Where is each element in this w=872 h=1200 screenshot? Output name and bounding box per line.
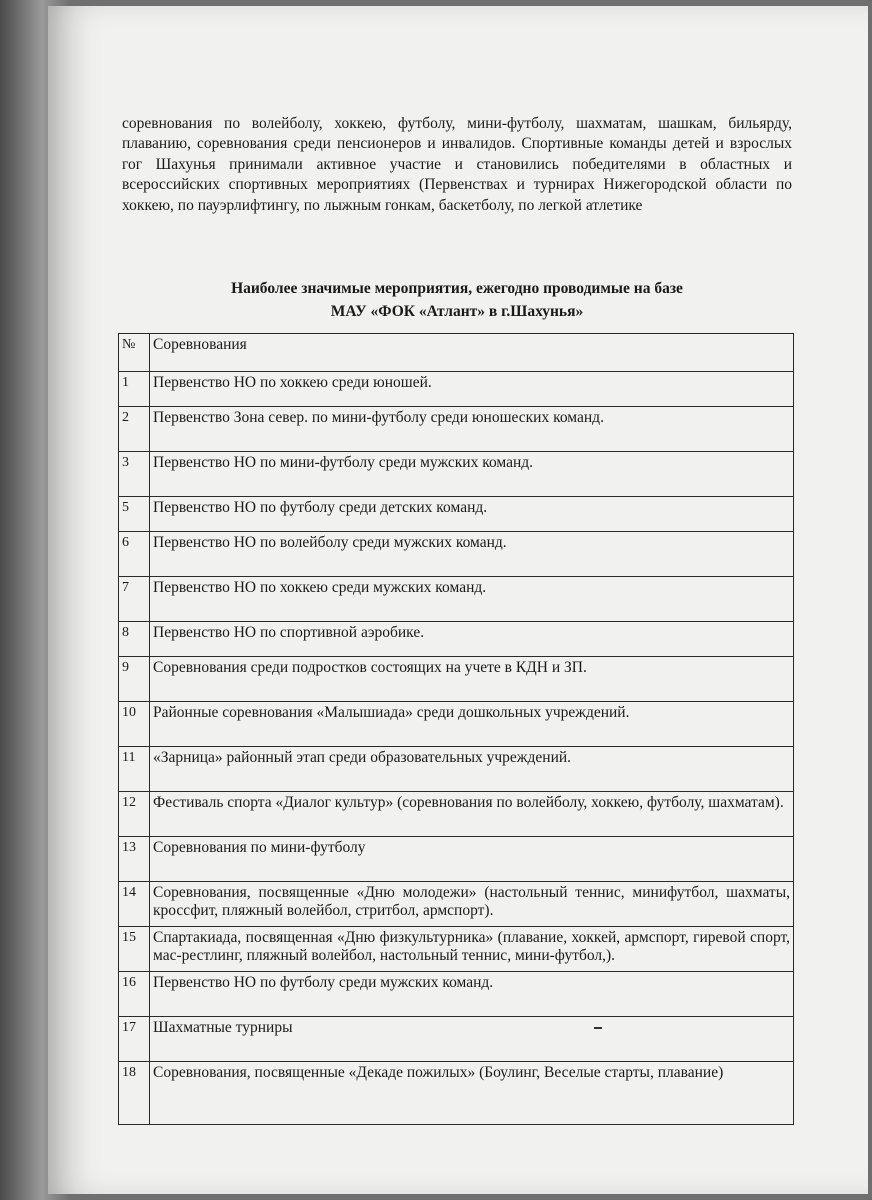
row-number: 12 (119, 792, 150, 837)
row-event: Шахматные турниры (150, 1017, 794, 1062)
table-header-row (119, 334, 794, 372)
row-event: Первенство НО по спортивной аэробике. (150, 622, 794, 657)
row-number: 6 (119, 532, 150, 577)
table-row (119, 837, 794, 882)
row-event: Спартакиада, посвященная «Дню физкультурника» (плавание, хоккей, армспорт, гиревой спорт, мас-рестлинг, пляжный волейбол, настольный теннис, мини-футбол,). (150, 927, 794, 972)
row-number: 7 (119, 577, 150, 622)
table-row (119, 972, 794, 1017)
events-table (118, 333, 794, 1125)
column-header-competitions: Соревнования (150, 334, 794, 372)
table-row (119, 372, 794, 407)
section-heading-line-2: МАУ «ФОК «Атлант» в г.Шахунья» (330, 303, 584, 320)
table-row (119, 1017, 794, 1062)
row-event: Соревнования, посвященные «Декаде пожилых» (Боулинг, Веселые старты, плавание) (150, 1062, 794, 1125)
page-mark (594, 1027, 602, 1029)
row-number: 10 (119, 702, 150, 747)
table-row (119, 882, 794, 927)
row-event: Первенство НО по хоккею среди юношей. (150, 372, 794, 407)
row-number: 14 (119, 882, 150, 927)
table-row (119, 747, 794, 792)
row-number: 9 (119, 657, 150, 702)
row-number: 18 (119, 1062, 150, 1125)
table-row (119, 622, 794, 657)
row-number: 16 (119, 972, 150, 1017)
row-event: Фестиваль спорта «Диалог культур» (соревнования по волейболу, хоккею, футболу, шахматам). (150, 792, 794, 837)
section-heading-line-1: Наиболее значимые мероприятия, ежегодно проводимые на базе (231, 280, 683, 297)
table-row (119, 702, 794, 747)
row-number: 15 (119, 927, 150, 972)
intro-paragraph: соревнования по волейболу, хоккею, футболу, мини-футболу, шахматам, шашкам, бильярду, плаванию, соревнования среди пенсионеров и инвалидов. Спортивные команды детей и взрослых гог Шахунья принимали активное участие и становились победителями в областных и всероссийских спортивных мероприятиях (Первенствах и турнирах Нижегородской области по хоккею, по пауэрлифтингу, по лыжным гонкам, баскетболу, по легкой атлетике (122, 114, 792, 214)
row-event: Соревнования, посвященные «Дню молодежи» (настольный теннис, минифутбол, шахматы, кроссфит, пляжный волейбол, стритбол, армспорт). (150, 882, 794, 927)
row-event: Первенство НО по хоккею среди мужских команд. (150, 577, 794, 622)
row-event: Соревнования по мини-футболу (150, 837, 794, 882)
row-number: 13 (119, 837, 150, 882)
row-number: 3 (119, 452, 150, 497)
row-number: 2 (119, 407, 150, 452)
table-row (119, 497, 794, 532)
table-row (119, 577, 794, 622)
row-number: 17 (119, 1017, 150, 1062)
row-event: «Зарница» районный этап среди образовательных учреждений. (150, 747, 794, 792)
row-number: 8 (119, 622, 150, 657)
row-event: Соревнования среди подростков состоящих на учете в КДН и ЗП. (150, 657, 794, 702)
column-header-number: № (119, 334, 150, 372)
table-row (119, 927, 794, 972)
table-row (119, 407, 794, 452)
row-event: Первенство НО по футболу среди детских команд. (150, 497, 794, 532)
table-row (119, 1062, 794, 1125)
table-row (119, 792, 794, 837)
table-row (119, 532, 794, 577)
table-row (119, 657, 794, 702)
row-event: Первенство НО по мини-футболу среди мужских команд. (150, 452, 794, 497)
row-event: Первенство НО по волейболу среди мужских команд. (150, 532, 794, 577)
row-event: Районные соревнования «Малышиада» среди дошкольных учреждений. (150, 702, 794, 747)
row-number: 5 (119, 497, 150, 532)
row-event: Первенство Зона север. по мини-футболу среди юношеских команд. (150, 407, 794, 452)
table-row (119, 452, 794, 497)
row-number: 1 (119, 372, 150, 407)
row-number: 11 (119, 747, 150, 792)
row-event: Первенство НО по футболу среди мужских команд. (150, 972, 794, 1017)
